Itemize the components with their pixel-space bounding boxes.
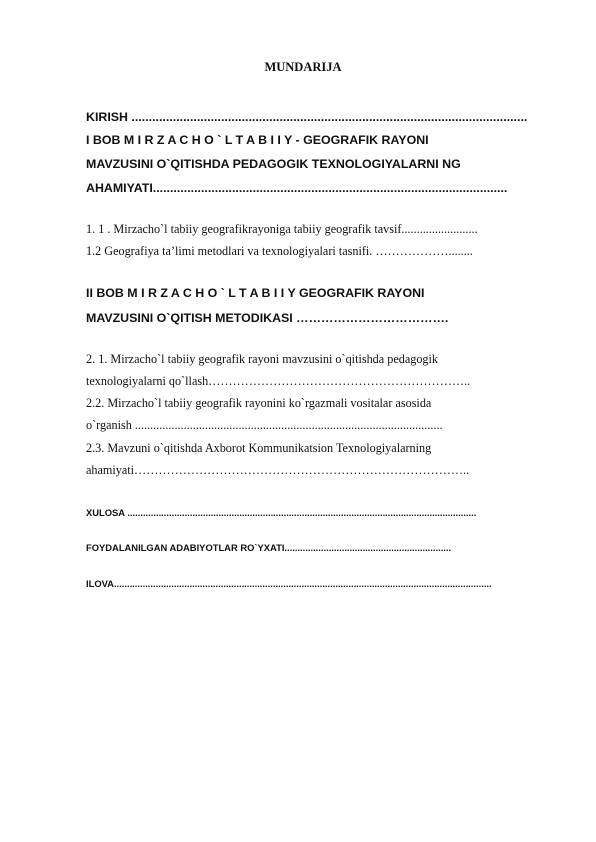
toc-entry-chapter1-title-line1: I BOB M I R Z A C H O ` L T A B I I Y - GEOGRAFIK RAYONI — [86, 133, 429, 147]
toc-entry-section-1-1: 1. 1 . Mirzacho`l tabiiy geografikrayoniga tabiiy geografik tavsif......................... — [86, 222, 478, 236]
toc-entry-chapter1-title-line3: AHAMIYATI....................................................................................................... — [86, 181, 508, 195]
toc-entry-chapter2-title-line2: MAVZUSINI O`QITISH METODIKASI ………………………………. — [86, 311, 449, 325]
toc-entry-ilova: ILOVA................................................................................................................................................. — [86, 578, 492, 589]
toc-entry-section-2-3-line2: ahamiyati……………………………………………………………………….. — [86, 463, 470, 477]
toc-entry-section-2-1-line2: texnologiyalarni qo`llash……………………………………………………….. — [86, 374, 471, 388]
toc-entry-section-2-1-line1: 2. 1. Mirzacho`l tabiiy geografik rayoni mavzusini o`qitishda pedagogik — [86, 352, 438, 366]
toc-entry-chapter2-title-line1: II BOB M I R Z A C H O ` L T A B I I Y GEOGRAFIK RAYONI — [86, 286, 425, 300]
toc-entry-section-2-2-line2: o`rganish ..................................................................................................... — [86, 418, 443, 432]
toc-entry-section-1-2: 1.2 Geografiya ta’limi metodlari va texnologiyalari tasnifi. ………………........ — [86, 244, 473, 258]
toc-entry-kirish: KIRISH ................................................................................................................... — [86, 110, 528, 124]
page-title — [0, 60, 596, 75]
toc-entry-references: FOYDALANILGAN ADABIYOTLAR RO`YXATI................................................................ — [86, 542, 452, 553]
page-title-text: MUNDARIJA — [264, 60, 342, 74]
toc-entry-xulosa: XULOSA ...................................................................................................................................... — [86, 507, 477, 518]
toc-entry-section-2-2-line1: 2.2. Mirzacho`l tabiiy geografik rayonini ko`rgazmali vositalar asosida — [86, 396, 432, 410]
toc-entry-chapter1-title-line2: MAVZUSINI O`QITISHDA PEDAGOGIK TEXNOLOGIYALARNI NG — [86, 157, 461, 171]
toc-entry-section-2-3-line1: 2.3. Mavzuni o`qitishda Axborot Kommunikatsion Texnologiyalarning — [86, 441, 432, 455]
